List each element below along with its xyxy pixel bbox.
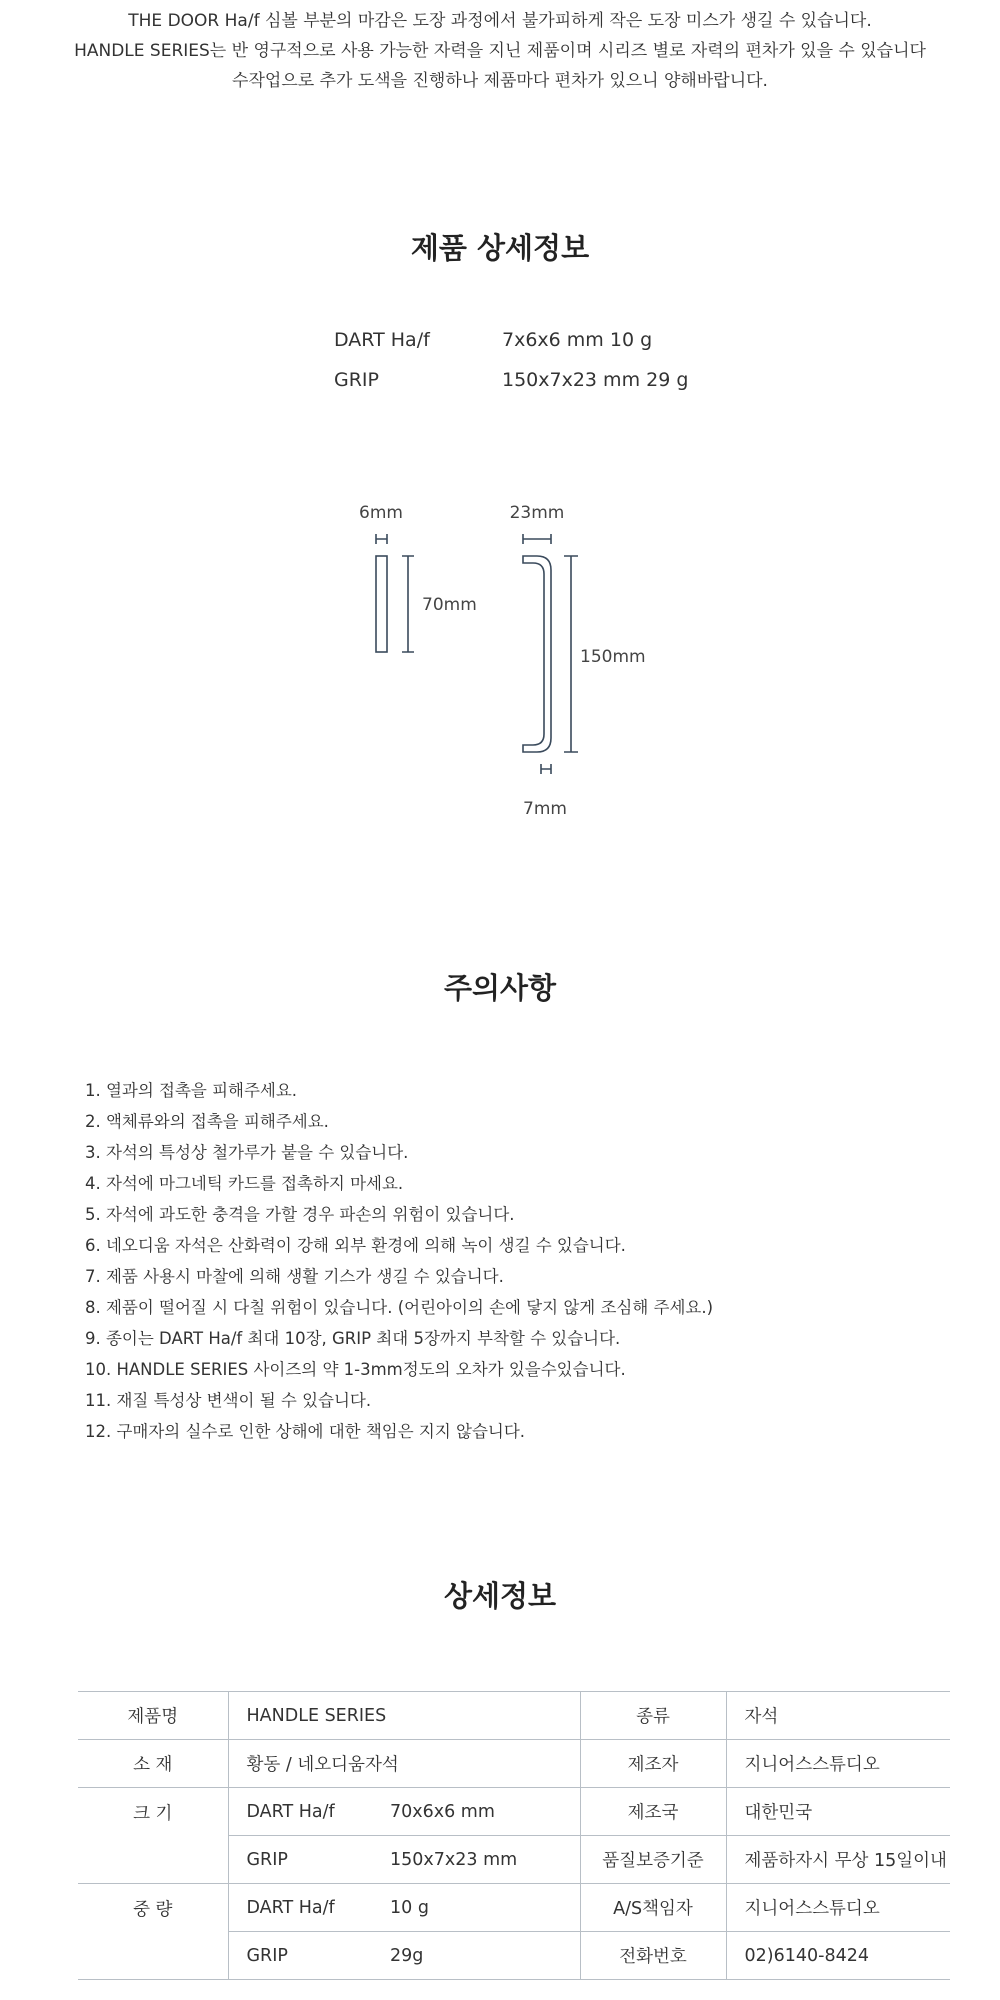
spec-value: 7x6x6 mm 10 g: [502, 329, 653, 351]
caution-item: 6. 네오디움 자석은 산화력이 강해 외부 환경에 의해 녹이 생길 수 있습니다.: [85, 1236, 626, 1255]
cell-label: 제품명: [78, 1692, 228, 1740]
cell-label: 제조자: [580, 1740, 726, 1788]
table-row: [78, 1740, 950, 1788]
table-row: [78, 1884, 950, 1932]
cell-value: 대한민국: [726, 1788, 950, 1836]
caution-item: 9. 종이는 DART Ha/f 최대 10장, GRIP 최대 5장까지 부착할 수 있습니다.: [85, 1329, 621, 1348]
intro-line: HANDLE SERIES는 반 영구적으로 사용 가능한 자력을 지닌 제품이며 시리즈 별로 자력의 편차가 있을 수 있습니다: [74, 41, 926, 61]
grip-width-indicator: [523, 534, 551, 544]
cell-value: 29g: [390, 1932, 580, 1980]
cell-label: 전화번호: [580, 1932, 726, 1980]
cell-subname: DART Ha/f: [228, 1884, 390, 1932]
grip-height-label: 150mm: [580, 647, 646, 667]
cell-label: A/S책임자: [580, 1884, 726, 1932]
cell-value: 황동 / 네오디움자석: [228, 1740, 580, 1788]
spec-value: 150x7x23 mm 29 g: [502, 369, 689, 391]
cell-value: HANDLE SERIES: [228, 1692, 580, 1740]
caution-item: 1. 열과의 접촉을 피해주세요.: [85, 1081, 298, 1100]
spec-name: GRIP: [334, 369, 379, 391]
grip-body: [523, 556, 551, 752]
cell-label: 크 기: [78, 1788, 228, 1884]
table-row: [78, 1788, 950, 1836]
cell-subname: DART Ha/f: [228, 1788, 390, 1836]
grip-width-label: 23mm: [509, 503, 565, 523]
cell-subname: GRIP: [228, 1836, 390, 1884]
dart-width-label: 6mm: [359, 503, 403, 523]
caution-item: 10. HANDLE SERIES 사이즈의 약 1-3mm정도의 오차가 있을수있습니다.: [85, 1360, 626, 1379]
cell-value: 10 g: [390, 1884, 580, 1932]
cell-label: 품질보증기준: [580, 1836, 726, 1884]
cell-label: 종류: [580, 1692, 726, 1740]
cell-subname: GRIP: [228, 1932, 390, 1980]
cell-value: 지니어스스튜디오: [726, 1740, 950, 1788]
dart-width-indicator: [376, 534, 387, 544]
caution-item: 7. 제품 사용시 마찰에 의해 생활 기스가 생길 수 있습니다.: [85, 1267, 504, 1286]
dart-body: [376, 556, 387, 652]
dart-height-indicator: [402, 556, 414, 652]
cell-label: 소 재: [78, 1740, 228, 1788]
grip-height-indicator: [564, 556, 578, 752]
cell-value: 제품하자시 무상 15일이내: [726, 1836, 950, 1884]
table-row: [78, 1692, 950, 1740]
cautions-list: [85, 1075, 713, 1447]
cell-value: 02)6140-8424: [726, 1932, 950, 1980]
product-info-title: 제품 상세정보: [410, 231, 590, 265]
cell-value: 150x7x23 mm: [390, 1836, 580, 1884]
caution-item: 8. 제품이 떨어질 시 다칠 위험이 있습니다. (어린아이의 손에 닿지 않게 조심해 주세요.): [85, 1298, 714, 1317]
grip-thickness-label: 7mm: [523, 799, 567, 819]
details-title: 상세정보: [443, 1579, 557, 1613]
grip-thickness-indicator: [541, 764, 551, 774]
cautions-title: 주의사항: [443, 971, 557, 1005]
caution-item: 3. 자석의 특성상 철가루가 붙을 수 있습니다.: [85, 1143, 409, 1162]
caution-item: 5. 자석에 과도한 충격을 가할 경우 파손의 위험이 있습니다.: [85, 1205, 515, 1224]
intro-line: 수작업으로 추가 도색을 진행하나 제품마다 편차가 있으니 양해바랍니다.: [232, 71, 768, 91]
product-dimension-diagram: [0, 490, 1000, 830]
cell-value: 지니어스스튜디오: [726, 1884, 950, 1932]
cell-value: 70x6x6 mm: [390, 1788, 580, 1836]
intro-line: THE DOOR Ha/f 심볼 부분의 마감은 도장 과정에서 불가피하게 작은 도장 미스가 생길 수 있습니다.: [128, 11, 872, 31]
cell-label: 중 량: [78, 1884, 228, 1980]
cell-label: 제조국: [580, 1788, 726, 1836]
caution-item: 12. 구매자의 실수로 인한 상해에 대한 책임은 지지 않습니다.: [85, 1422, 526, 1441]
caution-item: 2. 액체류와의 접촉을 피해주세요.: [85, 1112, 329, 1131]
details-table: [78, 1691, 950, 1980]
dart-height-label: 70mm: [422, 595, 477, 615]
caution-item: 4. 자석에 마그네틱 카드를 접촉하지 마세요.: [85, 1174, 404, 1193]
caution-item: 11. 재질 특성상 변색이 될 수 있습니다.: [85, 1391, 372, 1410]
cell-value: 자석: [726, 1692, 950, 1740]
intro-notice: [0, 6, 1000, 96]
spec-name: DART Ha/f: [334, 329, 430, 351]
